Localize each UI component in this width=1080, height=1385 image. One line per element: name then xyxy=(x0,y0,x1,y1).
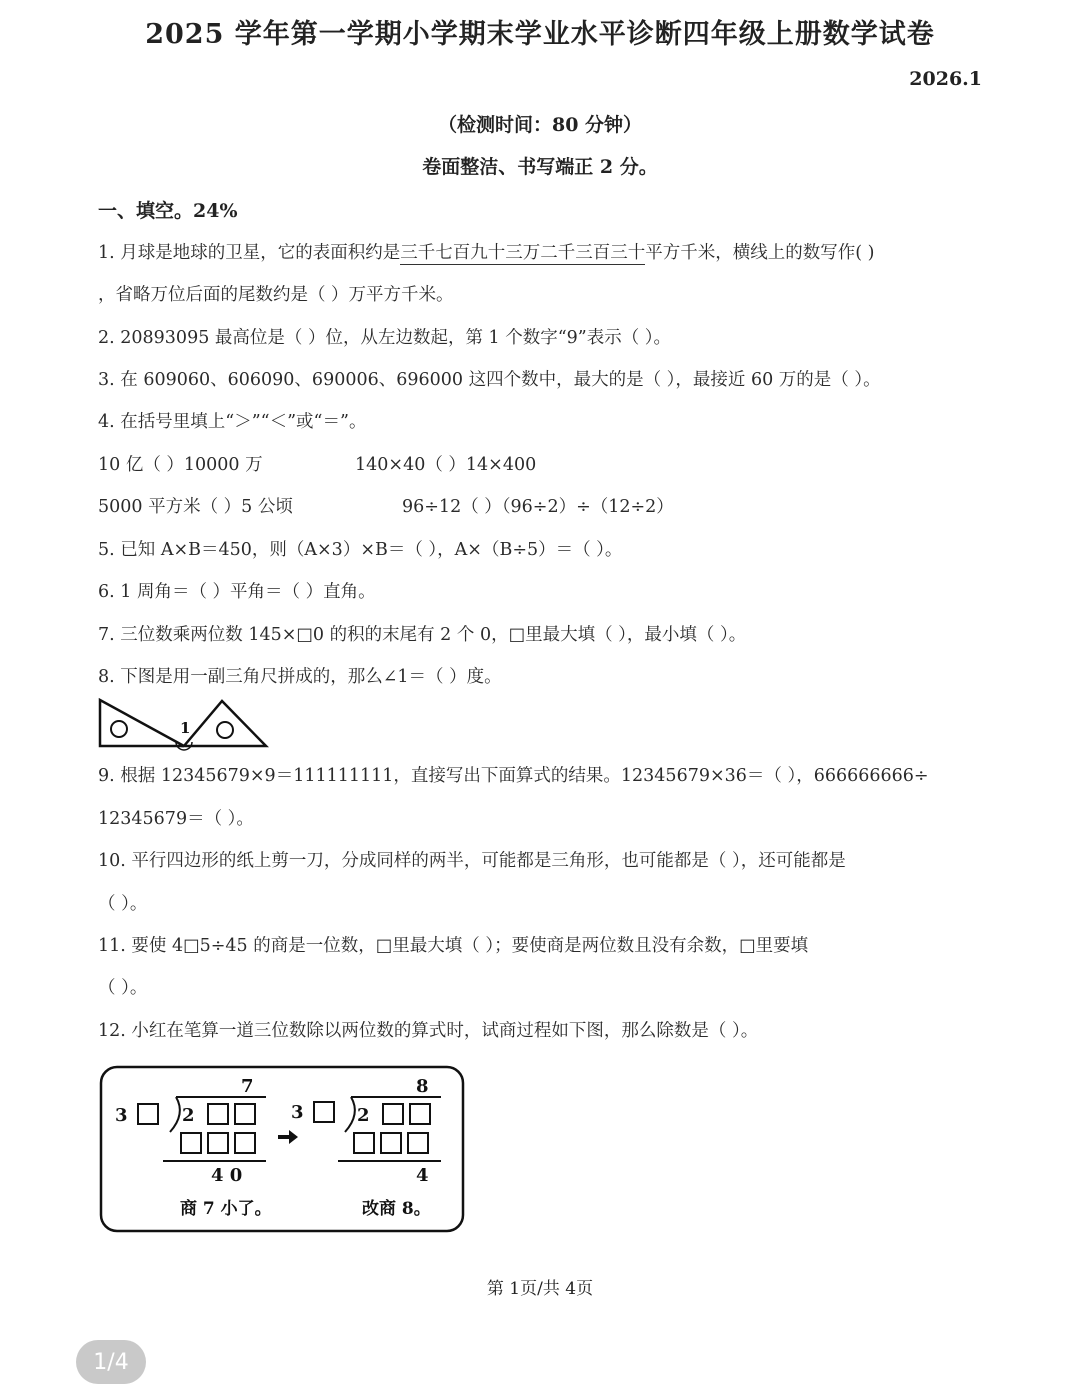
right-remainder: 4 xyxy=(416,1165,429,1186)
question-1-pre: 1. 月球是地球的卫星，它的表面积约是 xyxy=(98,243,401,263)
exam-date: 2026.1 xyxy=(909,68,982,90)
right-divisor-digit: 3 xyxy=(291,1102,304,1123)
question-11: 11. 要使 4□5÷45 的商是一位数，□里最大填（ ）；要使商是两位数且没有余数，□里要填 xyxy=(98,936,809,956)
page-footer: 第 1页/共 4页 xyxy=(486,1279,594,1299)
question-12: 12. 小红在笔算一道三位数除以两位数的算式时，试商过程如下图，那么除数是（ ）。 xyxy=(98,1021,759,1041)
left-divisor-box xyxy=(138,1104,158,1124)
angle-1-label: 1 xyxy=(180,719,191,737)
right-quotient: 8 xyxy=(416,1076,429,1097)
left-product-box-3 xyxy=(235,1133,255,1153)
left-divisor-digit: 3 xyxy=(115,1105,128,1126)
long-division-figure xyxy=(98,1062,468,1236)
left-division xyxy=(115,1076,272,1219)
left-triangle-hole xyxy=(111,721,127,737)
section-heading-fill-blank: 一、填空。24% xyxy=(98,200,238,222)
question-4-item-d: 96÷12（ ）（96÷2）÷（12÷2） xyxy=(402,497,674,517)
left-dividend-box-2 xyxy=(235,1104,255,1124)
right-triangle xyxy=(184,701,266,746)
right-triangle-hole xyxy=(217,722,233,738)
right-dividend-box-1 xyxy=(383,1104,403,1124)
question-9: 9. 根据 12345679×9＝111111111，直接写出下面算式的结果。12345679×36＝（ ），666666666÷ xyxy=(98,766,929,786)
question-4-item-c: 5000 平方米（ ）5 公顷 xyxy=(98,497,293,517)
question-4: 4. 在括号里填上“＞”“＜”或“＝”。 xyxy=(98,412,367,432)
right-dividend-digit: 2 xyxy=(357,1105,370,1126)
question-5: 5. 已知 A×B＝450，则（A×3）×B＝（ ），A×（B÷5）＝（ ）。 xyxy=(98,540,623,560)
set-squares-figure xyxy=(96,696,272,752)
question-9-line-2: 12345679＝（ ）。 xyxy=(98,809,254,829)
left-division-bracket xyxy=(170,1097,180,1132)
right-dividend-box-2 xyxy=(410,1104,430,1124)
question-8: 8. 下图是用一副三角尺拼成的，那么∠1＝（ ）度。 xyxy=(98,667,502,687)
question-10-line-2: （ ）。 xyxy=(98,894,148,914)
right-divisor-box xyxy=(314,1102,334,1122)
exam-title: 2025 学年第一学期小学期末学业水平诊断四年级上册数学试卷 xyxy=(145,19,935,50)
exam-duration: （检测时间：80 分钟） xyxy=(437,114,643,136)
right-division-bracket xyxy=(345,1097,355,1132)
left-dividend-box-1 xyxy=(208,1104,228,1124)
left-dividend-digit: 2 xyxy=(182,1105,195,1126)
right-product-box-1 xyxy=(354,1133,374,1153)
arrow-icon xyxy=(278,1130,298,1144)
left-product-box-1 xyxy=(181,1133,201,1153)
question-1 xyxy=(98,239,874,264)
right-product-box-2 xyxy=(381,1133,401,1153)
question-2: 2. 20893095 最高位是（ ）位，从左边数起，第 1 个数字“9”表示（ ）。 xyxy=(98,328,672,348)
question-4-item-b: 140×40（ ）14×400 xyxy=(355,455,537,475)
left-quotient: 7 xyxy=(241,1076,254,1097)
page-indicator[interactable]: 1/4 xyxy=(76,1340,146,1384)
left-product-box-2 xyxy=(208,1133,228,1153)
question-6: 6. 1 周角＝（ ）平角＝（ ）直角。 xyxy=(98,582,376,602)
question-3: 3. 在 609060、606090、690006、696000 这四个数中，最大的是（ ），最接近 60 万的是（ ）。 xyxy=(98,370,881,390)
left-remainder: 4 0 xyxy=(211,1165,243,1186)
question-11-line-2: （ ）。 xyxy=(98,978,148,998)
right-division xyxy=(291,1076,441,1219)
question-1-underlined-number: 三千七百九十三万二千三百三十 xyxy=(400,243,646,263)
right-caption: 改商 8。 xyxy=(362,1199,431,1219)
question-10: 10. 平行四边形的纸上剪一刀，分成同样的两半，可能都是三角形，也可能都是（ ），还可能都是 xyxy=(98,851,846,871)
right-product-box-3 xyxy=(408,1133,428,1153)
question-7: 7. 三位数乘两位数 145×□0 的积的末尾有 2 个 0，□里最大填（ ），最小填（ ）。 xyxy=(98,625,747,645)
question-1-line-2: ，省略万位后面的尾数约是（ ）万平方千米。 xyxy=(98,285,454,305)
left-caption: 商 7 小了。 xyxy=(180,1199,272,1219)
question-1-post: 平方千米，横线上的数写作( ) xyxy=(645,243,875,263)
neatness-note: 卷面整洁、书写端正 2 分。 xyxy=(422,156,658,178)
question-4-item-a: 10 亿（ ）10000 万 xyxy=(98,455,263,475)
